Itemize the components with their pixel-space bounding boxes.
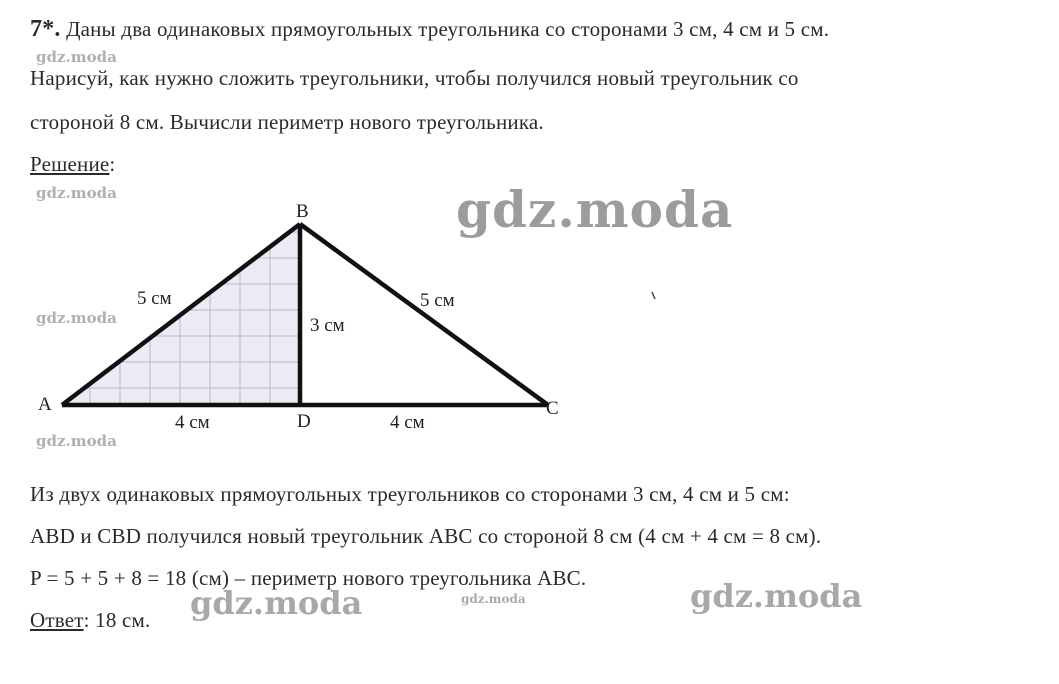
- watermark: gdz.moda: [36, 309, 117, 327]
- answer-line: [30, 608, 150, 633]
- label-ab: 5 см: [137, 288, 172, 309]
- label-dc: 4 см: [390, 412, 425, 433]
- explanation-line-1: Из двух одинаковых прямоугольных треугольников со сторонами 3 см, 4 см и 5 см:: [30, 482, 790, 506]
- vertex-b: B: [296, 201, 309, 222]
- label-ad: 4 см: [175, 412, 210, 433]
- vertex-c: C: [546, 398, 559, 419]
- explanation-line-3: P = 5 + 5 + 8 = 18 (см) – периметр нового треугольника ABC.: [30, 566, 587, 590]
- solution-colon: :: [109, 152, 116, 176]
- watermark: gdz.moda: [461, 592, 526, 606]
- vertex-d: D: [297, 411, 311, 432]
- watermark-large: gdz.moda: [456, 180, 734, 239]
- explanation-line-2: ABD и CBD получился новый треугольник ABC со стороной 8 см (4 см + 4 см = 8 см).: [30, 524, 822, 548]
- task-line-3: стороной 8 см. Вычисли периметр нового треугольника.: [30, 110, 544, 134]
- solution-label: Решение: [30, 152, 110, 176]
- answer-label: Ответ: [30, 608, 84, 632]
- watermark: gdz.moda: [190, 584, 363, 622]
- task-text-1: Даны два одинаковых прямоугольных треугольника со сторонами 3 см, 4 см и 5 см.: [66, 17, 830, 41]
- task-number: 7*.: [30, 16, 61, 42]
- watermark: gdz.moda: [36, 432, 117, 450]
- task-line-2: Нарисуй, как нужно сложить треугольники, чтобы получился новый треугольник со: [30, 66, 799, 90]
- watermark: gdz.moda: [36, 48, 117, 66]
- watermark: gdz.moda: [36, 184, 117, 202]
- stray-mark: [652, 292, 655, 299]
- label-bd: 3 см: [310, 315, 345, 336]
- answer-value: : 18 см.: [83, 608, 151, 632]
- watermark: gdz.moda: [690, 577, 863, 615]
- label-bc: 5 см: [420, 290, 455, 311]
- vertex-a: A: [38, 394, 52, 415]
